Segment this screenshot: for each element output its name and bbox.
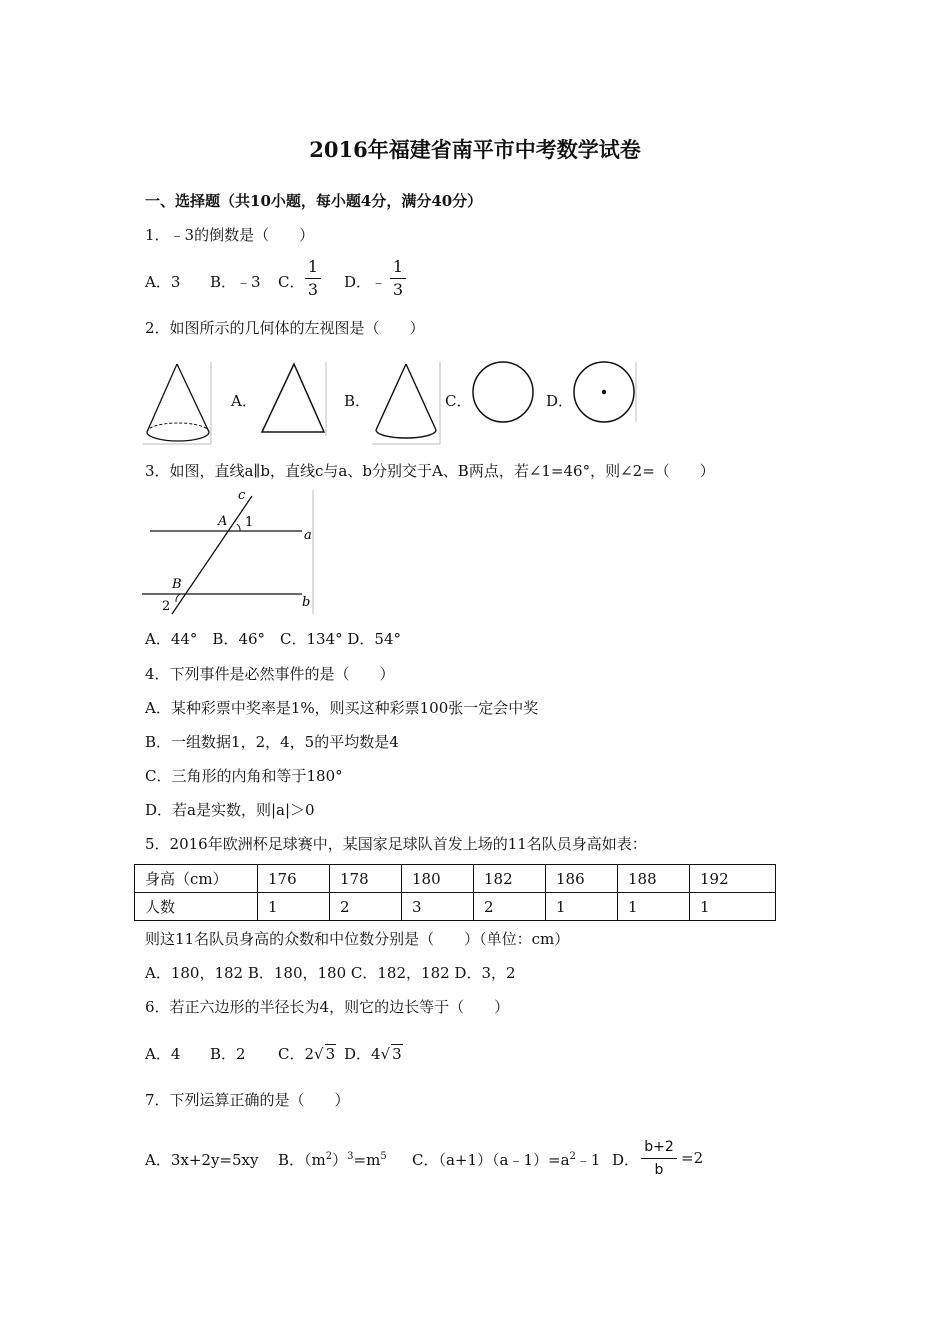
label-angle-2: 2 (162, 599, 171, 614)
q1-d-numerator: 1 (392, 257, 404, 276)
table-cell: 188 (618, 865, 690, 893)
q2-option-b: B． (344, 392, 371, 410)
q1-c-denominator: 3 (307, 280, 319, 299)
table-row (135, 893, 776, 921)
q6-c-coefficient: C．2 (278, 1045, 315, 1063)
table-cell: 人数 (135, 893, 258, 921)
label-A: A (218, 514, 228, 529)
q7-b-part: =m (353, 1151, 381, 1169)
q7-b-exponent: 3 (347, 1151, 354, 1162)
table-cell: 3 (402, 893, 474, 921)
label-b: b (302, 595, 311, 610)
q1-fraction-c (305, 257, 321, 300)
q5-follow-up: 则这11名队员身高的众数和中位数分别是（ ）（单位：cm） (145, 930, 570, 948)
q3-options: A．44° B．46° C．134° D．54° (145, 630, 402, 648)
question-2-stem: 2．如图所示的几何体的左视图是（ ） (145, 319, 425, 337)
cone-outline-view-b (370, 360, 444, 446)
section-heading: 一、选择题（共10小题，每小题4分，满分40分） (145, 192, 483, 210)
question-5-stem: 5．2016年欧洲杯足球赛中，某国家足球队首发上场的11名队员身高如表： (145, 835, 647, 853)
cone-figure (143, 360, 215, 446)
q7-d-numerator: b+2 (644, 1139, 674, 1155)
q6-option-c (278, 1043, 336, 1064)
table-cell: 2 (330, 893, 402, 921)
q7-option-d-rest: =2 (681, 1149, 704, 1167)
paper-title: 2016年福建省南平市中考数学试卷 (309, 137, 641, 162)
table-cell: 178 (330, 865, 402, 893)
q5-options: A．180，182 B．180，180 C．182，182 D．3，2 (145, 964, 516, 982)
q7-option-d-label: D． (612, 1151, 640, 1169)
height-table (134, 864, 776, 921)
q6-option-d (344, 1043, 403, 1064)
q1-option-c: C． (278, 273, 305, 291)
q7-d-denominator: b (654, 1162, 664, 1178)
table-cell: 2 (474, 893, 546, 921)
q7-option-b (278, 1149, 387, 1170)
question-6-stem: 6．若正六边形的半径长为4，则它的边长等于（ ） (145, 998, 510, 1016)
q6-d-radicand: 3 (392, 1045, 402, 1063)
table-cell: 身高（cm） (135, 865, 258, 893)
q7-d-fraction (641, 1137, 677, 1180)
triangle-view-a (258, 360, 330, 438)
q1-option-d: D．﹣ (344, 273, 387, 291)
table-cell: 186 (546, 865, 618, 893)
q1-c-numerator: 1 (307, 257, 319, 276)
q1-d-denominator: 3 (392, 280, 404, 299)
q6-c-radicand: 3 (325, 1045, 336, 1063)
table-cell: 1 (258, 893, 330, 921)
q7-c-exponent: 2 (569, 1151, 576, 1162)
question-3-stem: 3．如图，直线a∥b，直线c与a、b分别交于A、B两点，若∠1=46°，则∠2=（ ） (145, 462, 715, 480)
table-cell: 180 (402, 865, 474, 893)
question-4-stem: 4．下列事件是必然事件的是（ ） (145, 665, 395, 683)
table-cell: 1 (546, 893, 618, 921)
q4-option-b: B．一组数据1，2，4，5的平均数是4 (145, 733, 399, 751)
table-cell: 192 (690, 865, 776, 893)
table-cell: 1 (618, 893, 690, 921)
q7-c-part: C．（a+1）（a﹣1）=a (412, 1151, 570, 1169)
q2-option-c: C． (445, 392, 472, 410)
q6-d-coefficient: D．4 (344, 1045, 381, 1063)
q7-c-part: ﹣1 (575, 1151, 601, 1169)
q4-option-d: D．若a是实数，则|a|＞0 (145, 801, 315, 819)
circle-view-c (470, 360, 540, 426)
label-c: c (238, 488, 246, 503)
q1-fraction-d (390, 257, 406, 300)
q1-option-a: A．3 (145, 273, 181, 291)
table-cell: 176 (258, 865, 330, 893)
q1-option-b: B．﹣3 (210, 273, 261, 291)
sqrt-sign: √ (380, 1045, 391, 1063)
q4-option-c: C．三角形的内角和等于180° (145, 767, 343, 785)
table-row (135, 865, 776, 893)
q2-option-a: A． (231, 392, 257, 410)
label-B: B (172, 577, 182, 592)
question-1-stem: 1．﹣3的倒数是（ ） (145, 226, 315, 244)
q7-b-exponent: 2 (325, 1151, 333, 1162)
q7-b-part: B．（m (278, 1151, 326, 1169)
table-cell: 182 (474, 865, 546, 893)
q2-option-d: D． (546, 392, 574, 410)
q6-option-a: A．4 (145, 1045, 181, 1063)
sqrt-sign: √ (314, 1045, 324, 1063)
q6-option-b: B．2 (210, 1045, 246, 1063)
label-a: a (304, 528, 312, 543)
label-angle-1: 1 (245, 515, 254, 530)
q7-option-c (412, 1149, 600, 1170)
q4-option-a: A．某种彩票中奖率是1%，则买这种彩票100张一定会中奖 (145, 699, 539, 717)
circle-with-dot-view-d (571, 360, 639, 426)
q7-b-part: ） (332, 1151, 348, 1169)
parallel-lines-figure (142, 488, 322, 616)
table-cell: 1 (690, 893, 776, 921)
question-7-stem: 7．下列运算正确的是（ ） (145, 1091, 350, 1109)
q7-option-a: A．3x+2y=5xy (145, 1151, 259, 1169)
q7-b-exponent: 5 (380, 1151, 387, 1162)
